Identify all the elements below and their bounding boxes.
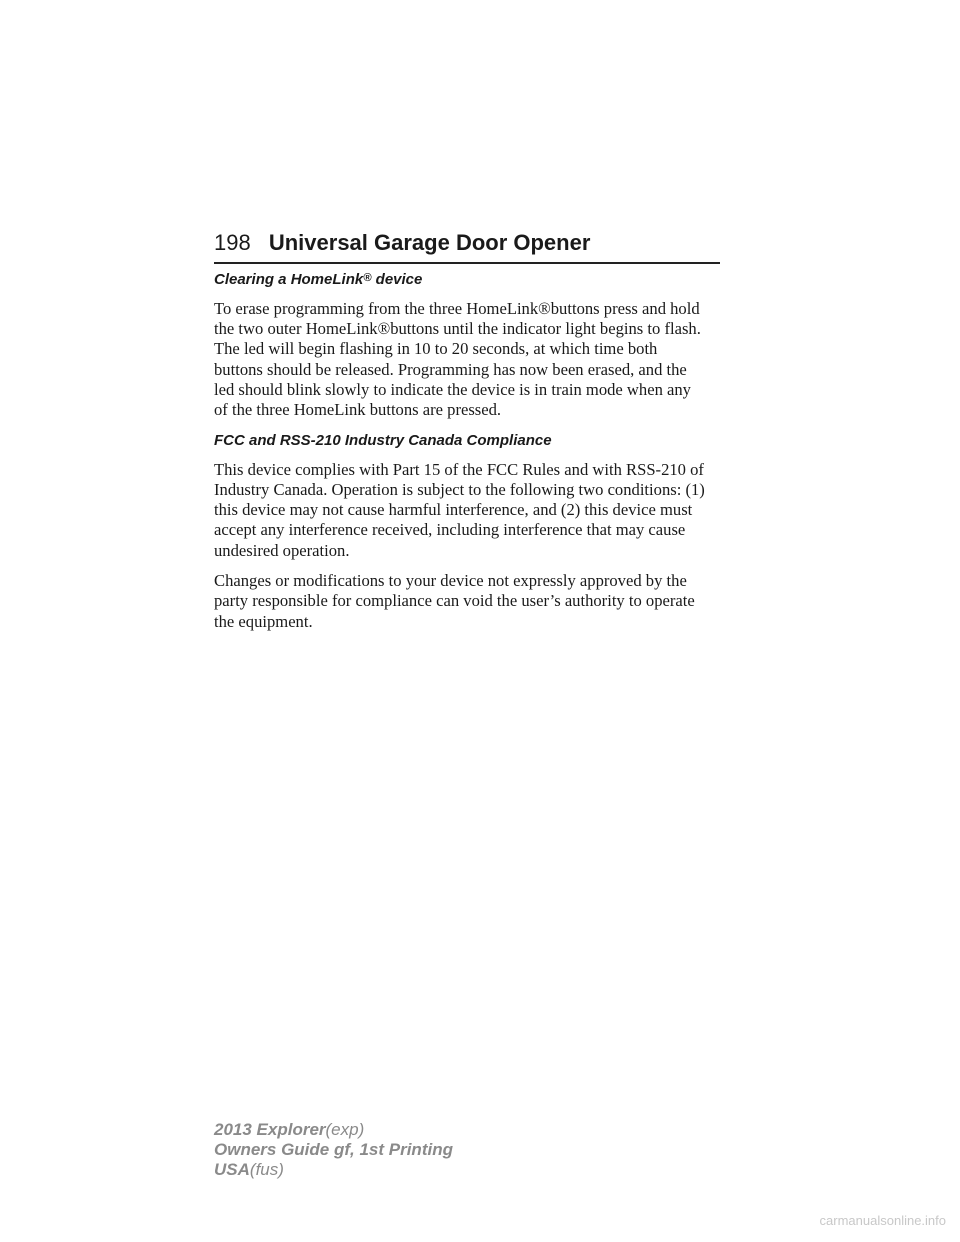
text-line: buttons should be released. Programming has now been erased, and the — [214, 359, 687, 379]
page-content — [214, 268, 734, 642]
footer-model-line — [214, 1120, 453, 1140]
footer-region-code: (fus) — [249, 1160, 284, 1179]
text-line: the equipment. — [214, 611, 313, 631]
text-line: The led will begin flashing in 10 to 20 seconds, at which time both — [214, 339, 658, 359]
registered-mark: ® — [363, 272, 372, 284]
text-line: party responsible for compliance can void the user’s authority to operate — [214, 591, 695, 611]
paragraph — [214, 299, 734, 421]
paragraph — [214, 460, 734, 561]
page-footer — [214, 1120, 453, 1180]
footer-guide-line — [214, 1140, 453, 1160]
footer-region: USA — [214, 1160, 250, 1179]
section-fcc-compliance — [214, 431, 734, 632]
heading-text: FCC and RSS-210 Industry Canada Compliance — [214, 431, 552, 449]
section-heading — [214, 431, 734, 451]
footer-region-line — [214, 1160, 453, 1180]
text-line: Industry Canada. Operation is subject to the following two conditions: (1) — [214, 479, 705, 499]
footer-model: 2013 Explorer — [214, 1120, 326, 1139]
page-title: Universal Garage Door Opener — [268, 230, 591, 255]
heading-text: Clearing a HomeLink — [214, 270, 364, 288]
text-line: This device complies with Part 15 of the FCC Rules and with RSS-210 of — [214, 459, 704, 479]
paragraph — [214, 571, 734, 632]
footer-guide: Owners Guide gf, 1st Printing — [214, 1140, 453, 1159]
text-line: the two outer HomeLink®buttons until the indicator light begins to flash. — [214, 319, 701, 339]
text-line: this device may not cause harmful interference, and (2) this device must — [214, 500, 693, 520]
text-line: accept any interference received, including interference that may cause — [214, 520, 686, 540]
footer-model-code: (exp) — [325, 1120, 365, 1139]
page-number: 198 — [214, 230, 251, 255]
heading-text-end: device — [371, 270, 423, 288]
text-line: To erase programming from the three HomeLink®buttons press and hold — [214, 298, 700, 318]
text-line: Changes or modifications to your device not expressly approved by the — [214, 571, 687, 591]
watermark: carmanualsonline.info — [819, 1213, 946, 1228]
text-line: of the three HomeLink buttons are pressed. — [214, 400, 502, 420]
text-line: led should blink slowly to indicate the device is in train mode when any — [214, 380, 691, 399]
page-header — [214, 226, 720, 264]
section-clearing-homelink — [214, 268, 734, 421]
text-line: undesired operation. — [214, 540, 350, 560]
section-heading — [214, 268, 734, 290]
